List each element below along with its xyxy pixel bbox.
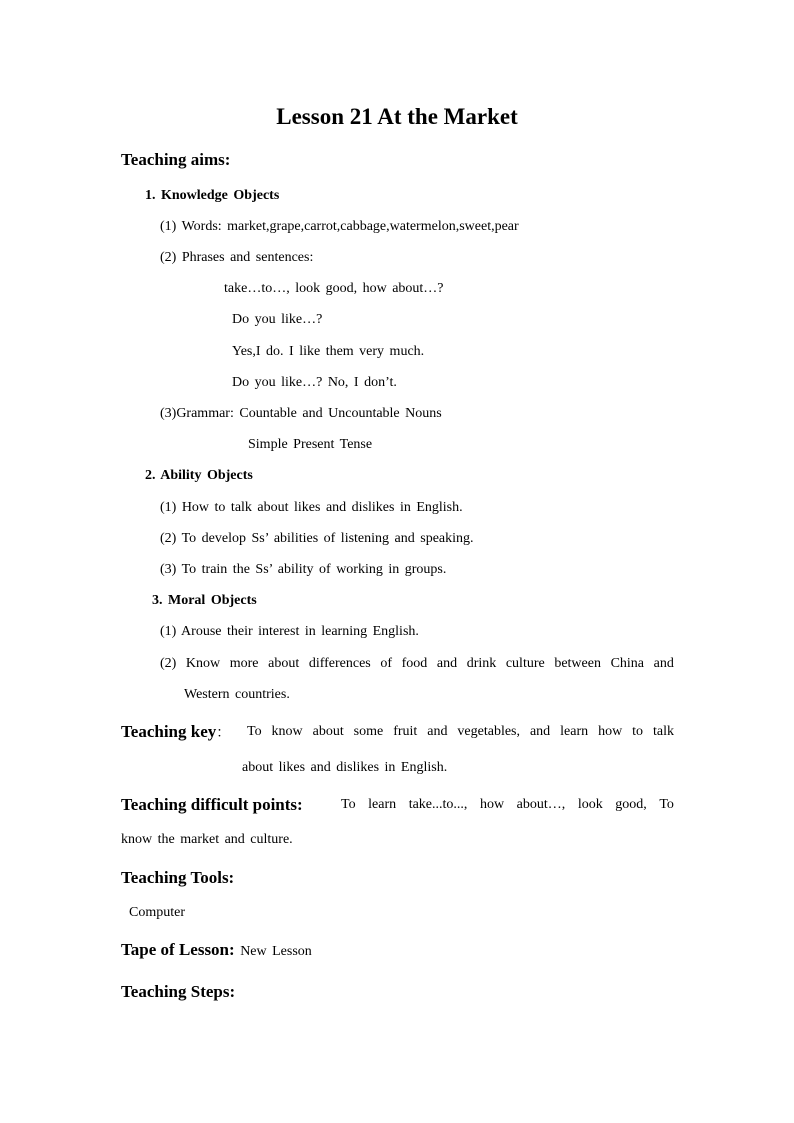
teaching-key-word: and bbox=[529, 724, 551, 739]
difficult-points-label-group bbox=[121, 794, 303, 816]
difficult-points-colon: : bbox=[297, 795, 303, 814]
phrase-line-4: Do you like…? No, I don’t. bbox=[232, 375, 397, 390]
moral-item-2-word: drink bbox=[466, 656, 497, 671]
moral-item-2-word: and bbox=[436, 656, 458, 671]
difficult-points-word: good, bbox=[615, 797, 647, 812]
moral-item-2-word: Know bbox=[185, 656, 221, 671]
teaching-steps-heading: Teaching Steps: bbox=[121, 982, 236, 1001]
moral-item-2-word: food bbox=[401, 656, 428, 671]
teaching-aims-heading: Teaching aims: bbox=[121, 150, 231, 169]
teaching-key-word: vegetables, bbox=[457, 724, 521, 739]
moral-item-2-word: (2) bbox=[160, 656, 177, 671]
teaching-key-label-group bbox=[121, 721, 230, 743]
teaching-key-text-continued: about likes and dislikes in English. bbox=[242, 760, 448, 775]
knowledge-objects-heading: 1. Knowledge Objects bbox=[145, 188, 280, 203]
difficult-points-text bbox=[341, 796, 674, 814]
teaching-key-label: Teaching key bbox=[121, 722, 217, 741]
teaching-key-word: and bbox=[427, 724, 448, 739]
difficult-points-word: To bbox=[659, 797, 674, 812]
lesson-type-line bbox=[121, 939, 312, 961]
difficult-points-word: learn bbox=[368, 797, 397, 812]
phrases-line: (2) Phrases and sentences: bbox=[160, 250, 314, 265]
difficult-points-text-continued: know the market and culture. bbox=[121, 832, 293, 847]
grammar-line-2: Simple Present Tense bbox=[248, 437, 373, 452]
moral-item-2-word: about bbox=[268, 656, 300, 671]
phrase-line-3: Yes,I do. I like them very much. bbox=[232, 344, 425, 359]
lesson-type-colon: : bbox=[229, 940, 235, 959]
teaching-tools-value: Computer bbox=[129, 905, 185, 920]
lesson-type-label: Tape of Lesson bbox=[121, 940, 230, 959]
teaching-key-word: about bbox=[312, 724, 344, 739]
difficult-points-word: To bbox=[341, 797, 356, 812]
ability-objects-heading: 2. Ability Objects bbox=[145, 468, 253, 483]
words-line: (1) Words: market,grape,carrot,cabbage,watermelon,sweet,pear bbox=[160, 219, 519, 234]
teaching-key-word: fruit bbox=[393, 724, 418, 739]
teaching-key-word: know bbox=[271, 724, 303, 739]
teaching-key-colon: ： bbox=[216, 726, 231, 741]
difficult-points-word: about…, bbox=[516, 797, 566, 812]
moral-item-2-word: differences bbox=[308, 656, 371, 671]
moral-item-2-word: more bbox=[229, 656, 259, 671]
teaching-key-word: some bbox=[353, 724, 384, 739]
moral-item-2-word: and bbox=[653, 656, 674, 671]
moral-item-2-word: between bbox=[554, 656, 601, 671]
teaching-key-word: learn bbox=[560, 724, 589, 739]
moral-item-2 bbox=[160, 655, 674, 673]
teaching-key-word: To bbox=[247, 724, 262, 739]
moral-item-1: (1) Arouse their interest in learning English. bbox=[160, 624, 419, 639]
phrase-line-1: take…to…, look good, how about…? bbox=[224, 281, 444, 296]
grammar-line: (3)Grammar: Countable and Uncountable Nouns bbox=[160, 406, 442, 421]
teaching-key-word: talk bbox=[653, 724, 674, 739]
moral-item-2-word: culture bbox=[505, 656, 545, 671]
teaching-key-word: how bbox=[598, 724, 623, 739]
difficult-points-word: how bbox=[479, 797, 505, 812]
difficult-points-word: look bbox=[577, 797, 603, 812]
page-title: Lesson 21 At the Market bbox=[276, 104, 518, 129]
lesson-type-value: New Lesson bbox=[240, 944, 312, 959]
moral-item-2-continued: Western countries. bbox=[184, 687, 290, 702]
difficult-points-label: Teaching difficult points bbox=[121, 795, 298, 814]
teaching-key-text bbox=[247, 723, 674, 741]
ability-item-3: (3) To train the Ss’ ability of working in groups. bbox=[160, 562, 447, 577]
ability-item-1: (1) How to talk about likes and dislikes in English. bbox=[160, 500, 463, 515]
difficult-points-word: take...to..., bbox=[408, 797, 468, 812]
moral-item-2-word: of bbox=[380, 656, 393, 671]
teaching-tools-heading: Teaching Tools: bbox=[121, 868, 235, 887]
moral-objects-heading: 3. Moral Objects bbox=[152, 593, 257, 608]
phrase-line-2: Do you like…? bbox=[232, 312, 323, 327]
moral-item-2-word: China bbox=[610, 656, 645, 671]
teaching-key-word: to bbox=[632, 724, 644, 739]
ability-item-2: (2) To develop Ss’ abilities of listening and speaking. bbox=[160, 531, 474, 546]
